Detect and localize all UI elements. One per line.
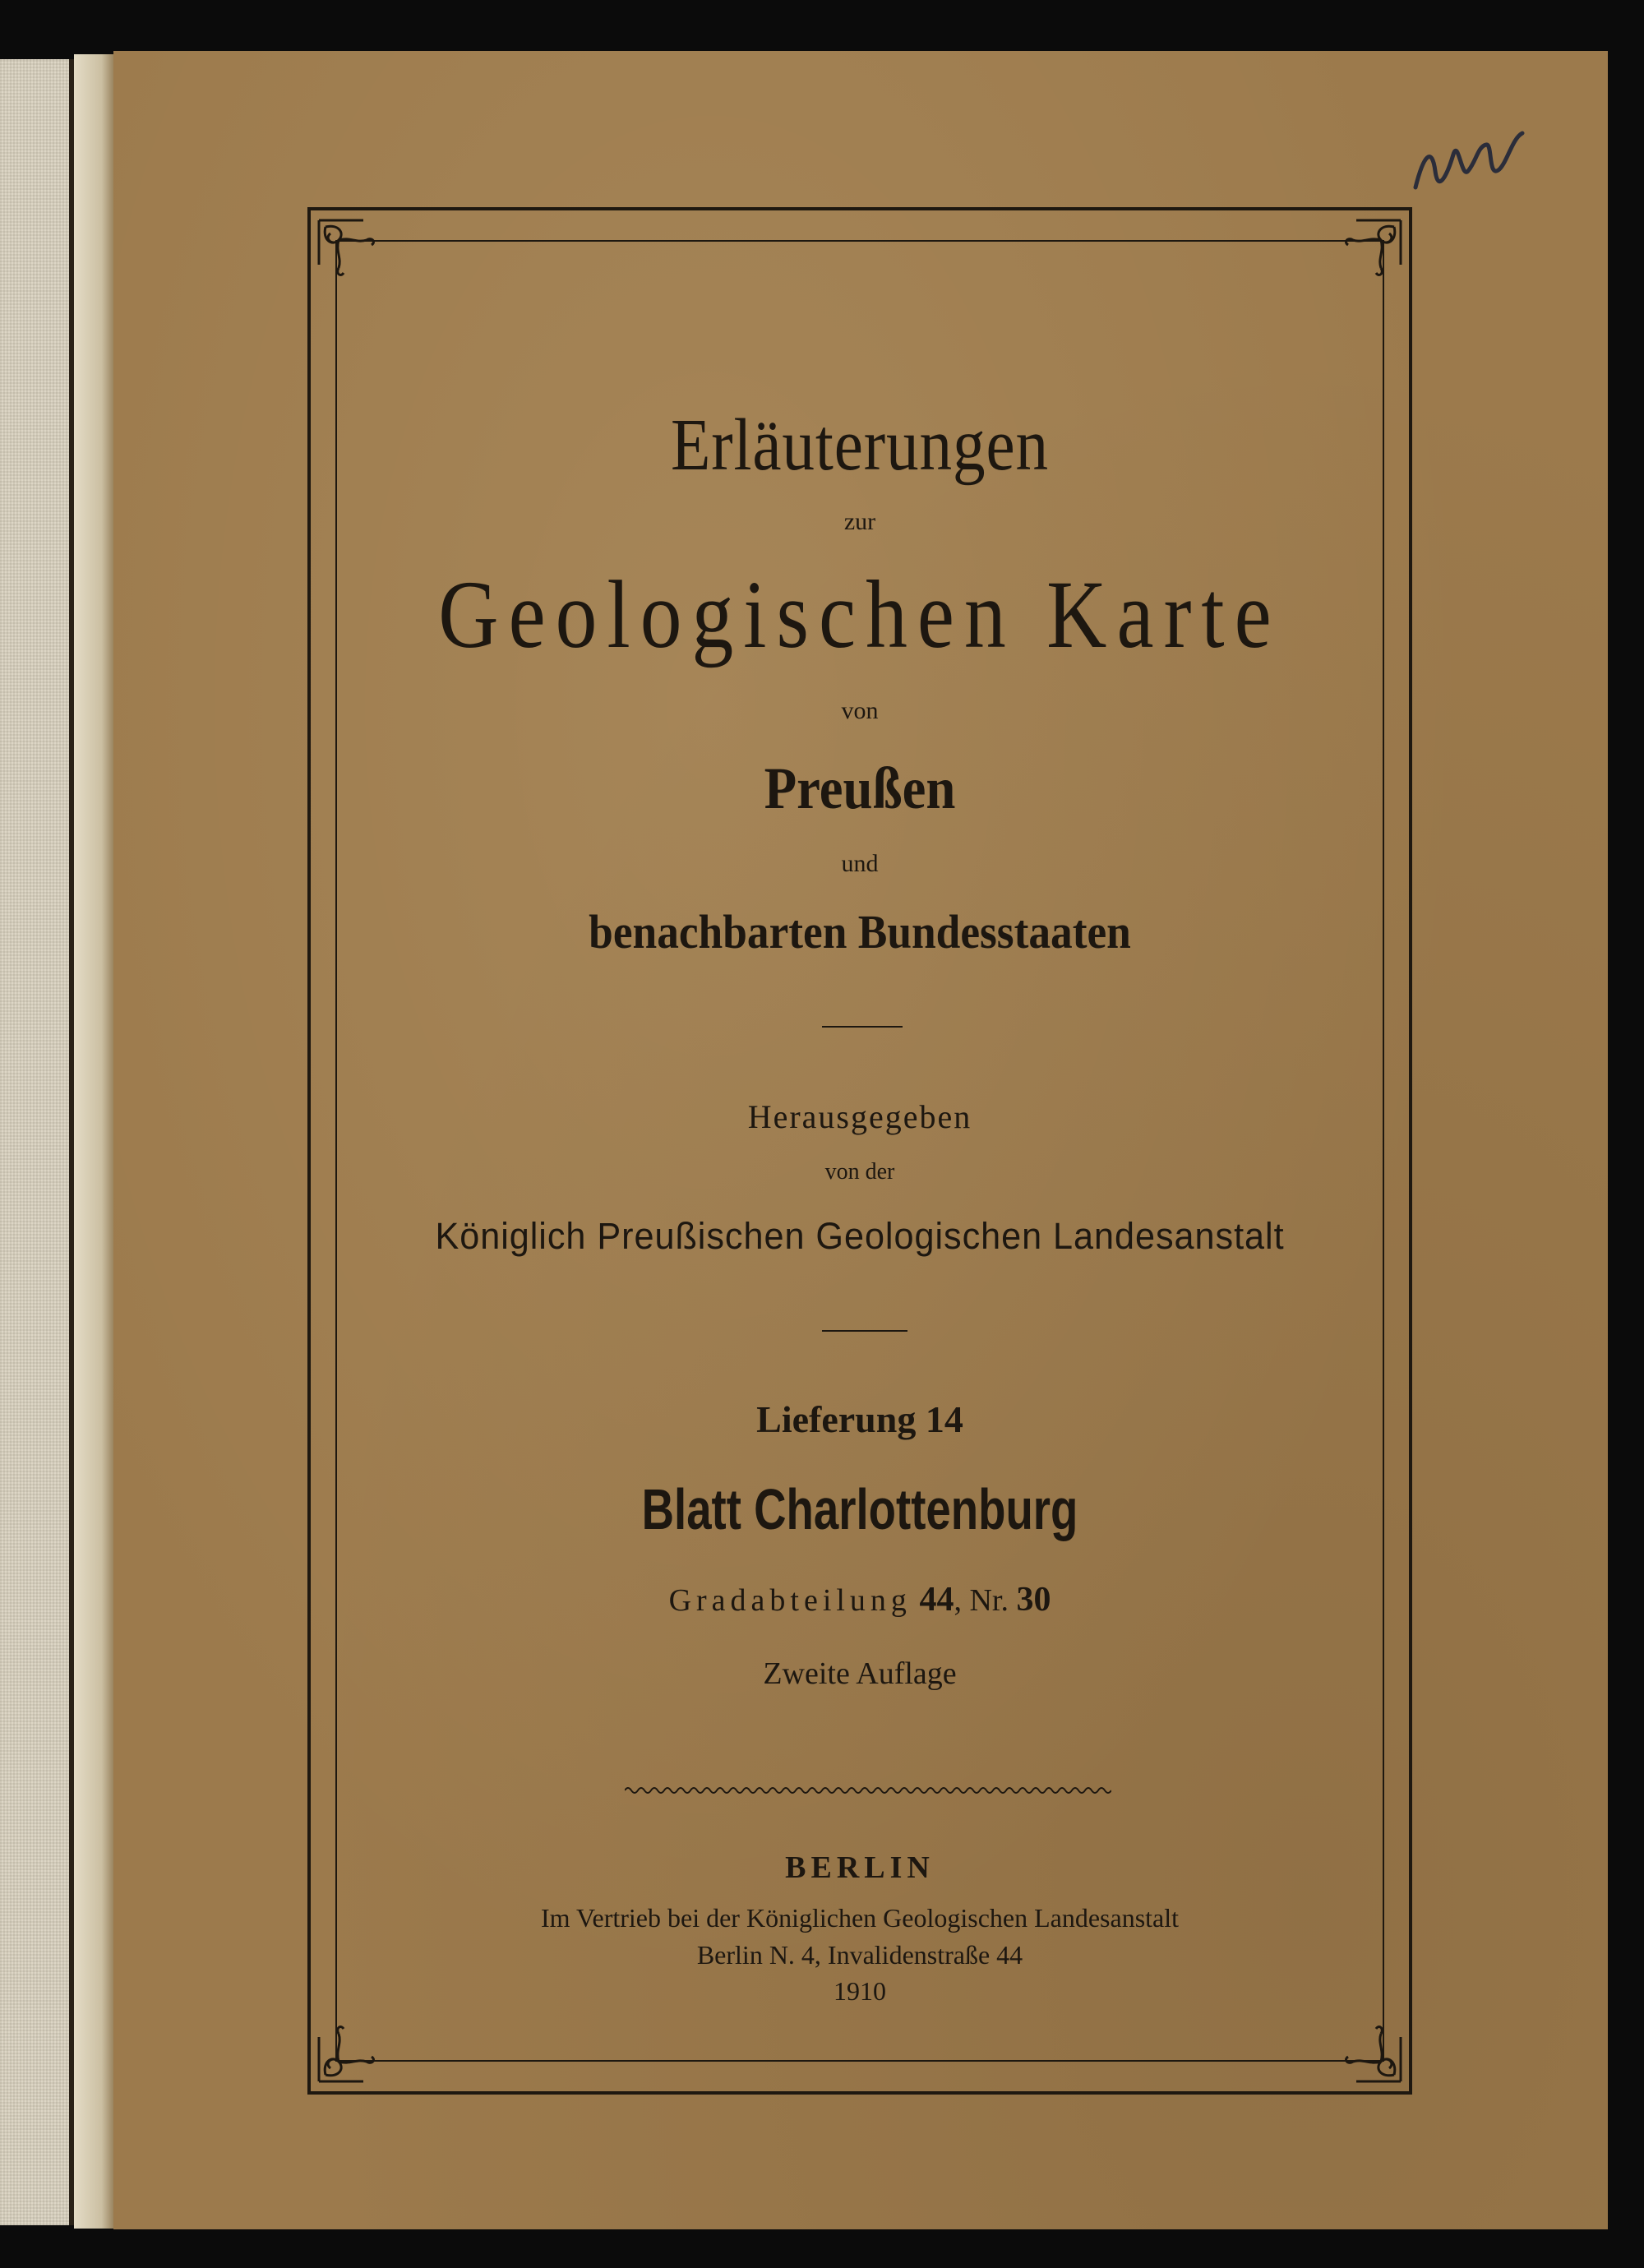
number-value: 30 [1016, 1581, 1051, 1619]
address: Berlin N. 4, Invalidenstraße 44 [696, 1940, 1023, 1970]
book-spine [0, 59, 74, 2225]
issuer-landesanstalt: Königlich Preußischen Geologischen Landesanstalt [435, 1215, 1285, 1257]
title-bundesstaaten: benachbarten Bundesstaaten [589, 905, 1131, 958]
title-und: und [841, 850, 879, 877]
divider [822, 1330, 907, 1332]
title-erlaeuterungen: Erläuterungen [670, 404, 1050, 486]
corner-ornament-icon [314, 2007, 393, 2086]
corner-ornament-icon [1327, 215, 1406, 294]
city: BERLIN [785, 1850, 935, 1885]
divider [822, 1026, 903, 1028]
delivery-number: Lieferung 14 [756, 1398, 963, 1440]
grid-division: Gradabteilung 44, Nr. 30 [668, 1581, 1051, 1619]
edition: Zweite Auflage [763, 1656, 957, 1691]
handwritten-inventory-mark-icon [1407, 122, 1531, 212]
number-label: Nr. [969, 1583, 1009, 1618]
corner-ornament-icon [314, 215, 393, 294]
issuer-herausgegeben: Herausgegeben [747, 1098, 972, 1135]
title-von: von [841, 697, 879, 724]
title-preussen: Preußen [764, 755, 956, 821]
wavy-divider-icon [625, 1784, 1111, 1797]
grid-division-value: 44 [919, 1581, 954, 1619]
corner-ornament-icon [1327, 2007, 1406, 2086]
issuer-von-der: von der [824, 1159, 895, 1185]
cover-edge [74, 54, 113, 2229]
grid-division-label: Gradabteilung [668, 1583, 912, 1618]
sheet-title: Blatt Charlottenburg [641, 1477, 1078, 1541]
title-zur: zur [843, 508, 876, 535]
year: 1910 [834, 1976, 886, 2006]
distributor: Im Vertrieb bei der Königlichen Geologischen Landesanstalt [540, 1903, 1180, 1933]
title-geologischen-karte: Geologischen Karte [438, 561, 1281, 668]
